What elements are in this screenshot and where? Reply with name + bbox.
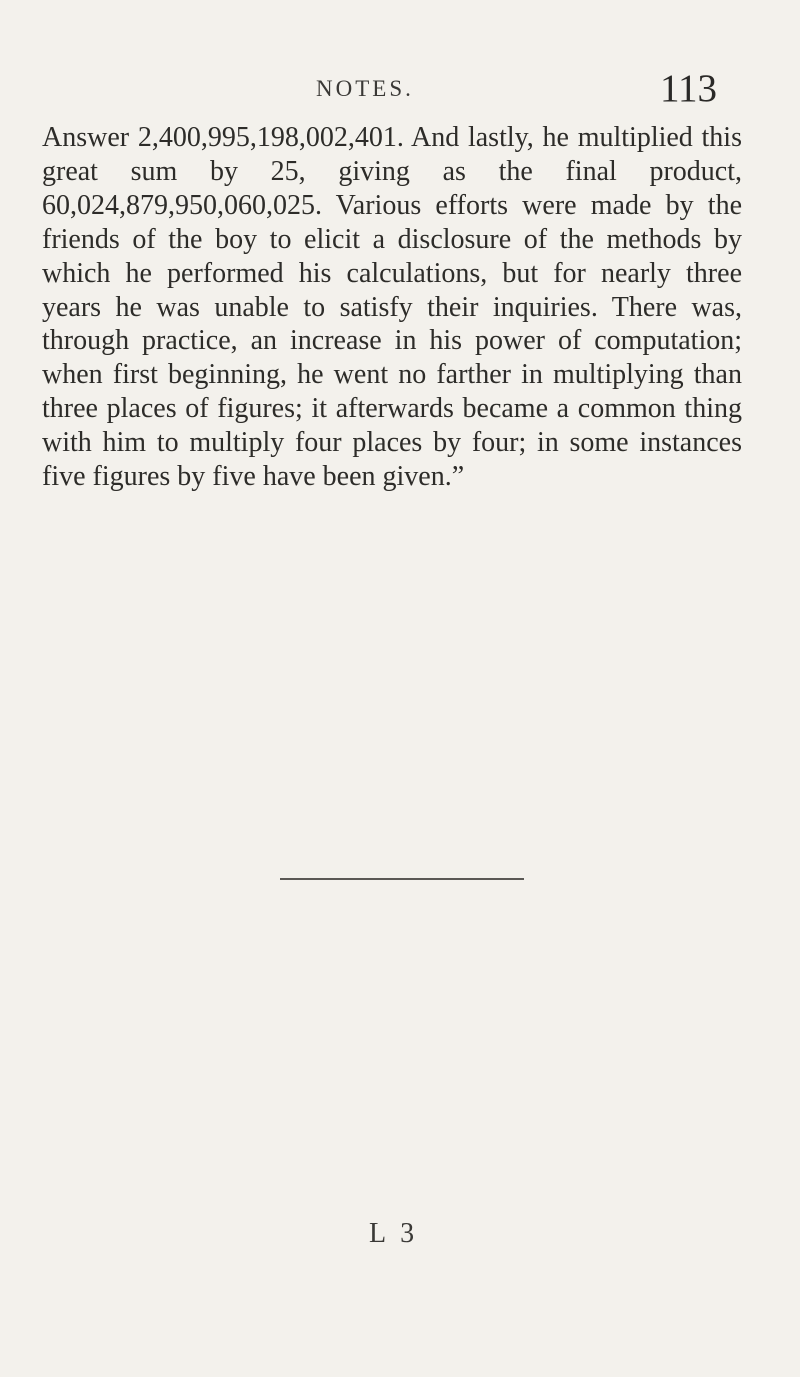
page-number: 113 xyxy=(660,67,718,110)
signature-mark: L 3 xyxy=(369,1218,419,1249)
body-paragraph: Answer 2,400,995,198,002,401. And lastly, he multiplied this great sum by 25, giving as the final product, 60,024,879,950,060,025. Various efforts were made by the friends of the boy to elicit a disclosure of the methods by which he performed his calculations, but for nearly three years he was unable to satisfy their inquiries. There was, through practice, an increase in his power of computation; when first beginning, he went no farther in multiplying than three places of figures; it afterwards became a common thing with him to multiply four places by four; in some instances five figures by five have been given.” xyxy=(42,122,742,493)
section-divider xyxy=(280,878,524,880)
running-title: NOTES. xyxy=(316,76,414,101)
running-head xyxy=(0,66,800,110)
